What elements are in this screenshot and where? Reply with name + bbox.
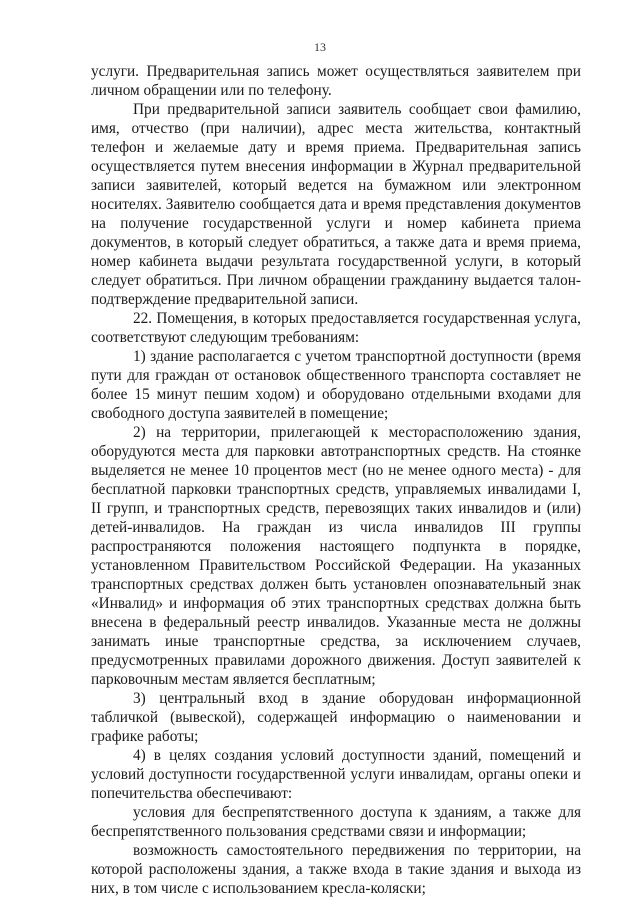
paragraph-appointment-details: При предварительной записи заявитель сообщает свои фамилию, имя, отчество (при наличии), адрес места жительства, контактный телефон и желаемые дату и время приема. Предварительная запись осуществляется путем внесения информации в Журнал предварительной записи заявителей, который ведется на бумажном или электронном носителях. Заявителю сообщается дата и время представления документов на получение государственной услуги и номер кабинета приема документов, в который следует обратиться, а также дата и время приема, номер кабинета выдачи результата государственной услуги, в который следует обратиться. При личном обращении гражданину выдается талон-подтверждение предварительной записи.	[91, 101, 581, 308]
paragraph-subitem-4: 4) в целях создания условий доступности зданий, помещений и условий доступности государственной услуги инвалидам, органы опеки и попечительства обеспечивают:	[91, 747, 581, 802]
paragraph-subitem-3: 3) центральный вход в здание оборудован информационной табличкой (вывеской), содержащей информацию о наименовании и графике работы;	[91, 690, 581, 745]
paragraph-movement-possibility: возможность самостоятельного передвижения по территории, на которой расположены здания, а также входа в такие здания и выхода из них, в том числе с использованием кресла-коляски;	[91, 842, 581, 897]
document-body	[91, 62, 581, 898]
paragraph-subitem-1: 1) здание располагается с учетом транспортной доступности (время пути для граждан от остановок общественного транспорта составляет не более 15 минут пешим ходом) и оборудовано отдельными входами для свободного доступа заявителей в помещение;	[91, 348, 581, 422]
page-number: 13	[314, 40, 326, 54]
paragraph-subitem-2: 2) на территории, прилегающей к месторасположению здания, оборудуются места для парковки автотранспортных средств. На стоянке выделяется не менее 10 процентов мест (но не менее одного места) - для бесплатной парковки транспортных средств, управляемых инвалидами I, II групп, и транспортных средств, перевозящих таких инвалидов и (или) детей-инвалидов. На граждан из числа инвалидов III группы распространяются положения настоящего подпункта в порядке, установленном Правительством Российской Федерации. На указанных транспортных средствах должен быть установлен опознавательный знак «Инвалид» и информация об этих транспортных средствах должна быть внесена в федеральный реестр инвалидов. Указанные места не должны занимать иные транспортные средства, за исключением случаев, предусмотренных правилами дорожного движения. Доступ заявителей к парковочным местам является бесплатным;	[91, 424, 581, 688]
paragraph-item-22: 22. Помещения, в которых предоставляется государственная услуга, соответствуют следующим требованиям:	[91, 310, 581, 346]
paragraph-access-conditions: условия для беспрепятственного доступа к зданиям, а также для беспрепятственного пользования средствами связи и информации;	[91, 804, 581, 840]
paragraph-continuation: услуги. Предварительная запись может осуществляться заявителем при личном обращении или по телефону.	[91, 63, 581, 99]
